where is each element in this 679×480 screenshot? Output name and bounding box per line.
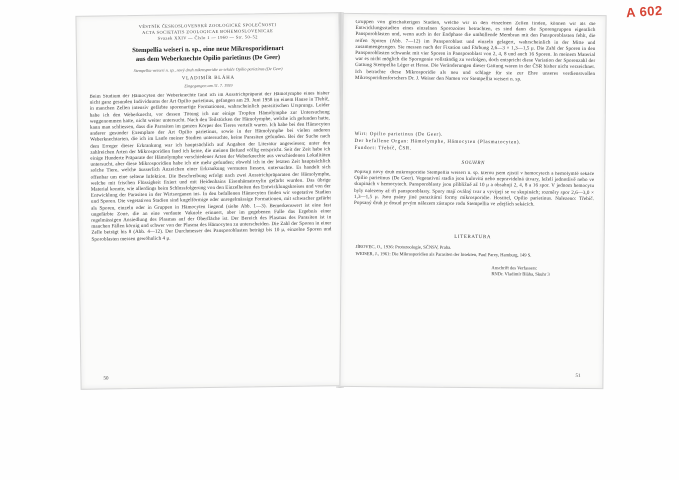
article-body-continued: Gruppen von gleichalterigen Stadien, welche wir in den einzelnen Zellen finden, können wir als die Entwicklungsstadien eines einzelnen Sporozoites betrachten, es sind dann die Sporengruppen eigentlich Pansporoblasten und, wenn auch in der Endphase die umhüllende Membran mit den Pansporoblasten fehlt, die reifen Sporen (Abb. 7—12) im Pansporoblast und einzeln gelagert, wahrscheinlich in der Mitte und zusammengezogen. Sie messen nach der Fixation und Färbung 2,6—3 × 1,3—1,5 μ. Die Zahl der Sporen in den Pansporoblasten schwankt mit vier Sporen in Pansporoblast von 2, 4, 8 und auch 16 Sporen. In meinem Material war es nicht möglich die Sporogonie vollständig zu verfolgen, doch entspricht diese Variation der Sporenzahl der Gattung Stempellia Léger et Hesse. Die Veränderungen dieser Gattung waren in der ČSR bisher nicht verzeichnet. Ich betrachte diese Mikrosporidie als neu und schlage für sie zur Ehre unseres verdienstvollen Mikrosporidienforschers Dr. J. Weiser den Namen vor Stempellia weiseri n. sp. — [355, 19, 596, 83]
article-title-line-1: Stempellia weiseri n. sp., eine neue Mikrosporidienart — [132, 44, 284, 55]
page-number-left: 50 — [103, 376, 109, 382]
journal-header-line-3: Svazek XXIV — Číslo 1 — 1960 — Str. 50–52 — [157, 34, 258, 41]
received-date: Eingegangen am 31. 7. 1959 — [184, 82, 233, 89]
archive-stamp: A 602 — [625, 2, 664, 21]
journal-header-line-1: VĚSTNÍK ČESKOSLOVENSKÉ ZOOLOGICKÉ SPOLEČNOSTI — [138, 22, 277, 29]
address-text: RNDr. Vladimír Bláha, Skuhr 3 — [491, 271, 550, 277]
host-line: Wirt: Opilio parietinus (De Geer). — [354, 131, 443, 138]
author-name: VLADIMÍR BLÁHA — [181, 75, 235, 82]
organ-line: Der befallene Organ: Hämolymphe, Hämocyten (Plasmatocyten). — [354, 138, 522, 146]
reference-2: WEISER, J., 1961: Die Mikrosporidien als Parasiten der Insekten, Paul Parey, Hamburg, 149 S. — [355, 250, 532, 258]
article-title-line-2: aus dem Weberknechte Opilio parietinus (De Geer) — [135, 54, 281, 64]
summary-heading: SOUHRN — [461, 160, 486, 167]
page-number-right: 51 — [575, 373, 581, 379]
reference-1: JÍROVEC, O., 1936: Protozoologie, SČNSV, Praha. — [355, 243, 452, 250]
locality-line: Fundort: Třebíč, ČSR. — [354, 145, 412, 152]
article-body: Beim Studium der Hämocyten der Weberknechte fand ich im Ausstrichpräparat der Hämolymphe eines bisher nicht ganz gesunden Individuums der Art Opilio parietinus, gefangen am 29. Juni 1958 im einem Hause in Třebíč, in manchen Zellen intensiv gefärbte sporenartige Formationen, wahrscheinlich parasitischen Ursprungs. Leider habe ich den Weberknecht, vor dessen Tötung ich nur einige Tropfen Hämolymphe zur Untersuchung weggenommen hatte, nicht weiter untersucht. Nach den Teilstücken der Hämolymphe, welche ich gefunden hatte, kann man schliessen, dass die Parasiten im ganzen Körper des Tieres verteilt waren. Ich habe bei den Hämocyten anderer gesunder Exemplare der Art Opilio parietinus, sowie in der Hämolymphe bei vielen anderen Weberknechtarten, die ich im Laufe meiner Studien untersuchte, keine Parasiten gefunden. Bei der Suche nach dem Erreger dieser Erkrankung war ich hauptsächlich auf Angaben der Literatur angewiesen; unter den zahlreichen Arten der Mikrosporidien fand ich keine, die meinen Befund völlig entspricht. Seit der Zeit habe ich einige Hunderte Präparate der Hämolymphe verschiedener Arten der Weberknechte aus verschiedenen Lokalitäten untersucht, aber diese Mikrosporidien habe ich nie mehr gefunden; obwohl ich in der letzten Zeit hauptsächlich solche Tiere, welche äusserlich Anzeichen einer Erkrankung vermuten liessen, untersuchte. Es handelt sich offenbar um eine seltene Infektion. Die Beschreibung erfolgt nach zwei Ausstrichpräparaten der Hämolymphe, welche mit frischen Flüssigkeit fixiert und mit Heidenhains Eisenhämatoxylin gefärbt wurden. Das übrige Material konnte, wie allerdings beim Schlussfolgerung von den Einzelheiten des Entwicklungskreises und von der Entwicklung der Parasiten in der Wirtsorganen ins. In den befallenen Hämocyten finden wir vegetative Stadien und Sporen. Die vegetativen Stadien sind kugelförmige oder unregelmässige Formationen, mit schwacher gefärbt als Sporen, einzeln oder in Gruppen in Hämocyten liegend (siehe Abb. 1—3). Bemerkenswert ist eine fast ungefärbte Zone, die an eine verdaute Vakuole erinnert, aber im gegebenen Falle das Ergebnis einer regelmässigen Ansiedlung des Plasmas auf der Oberfläche ist. Der Bereich des Plasmas des Parasiten ist in manchen Fällen körnig und schwer von der Plasma des Hämocyten zu unterscheiden. Die Zahl der Sporen in einer Zelle beträgt bis 8 (Abb. 4—12). Der Durchmesser des Pansporoblasten beträgt bis 10 μ, einzelne Sporen und Sporoblasten messen gewöhnlich 4 μ. — [89, 91, 332, 243]
czech-summary: Popisuji nový druh mikrosporidie Stempellia weiseri n. sp. kterou jsem zjistil v hemocytech a hemolymfě sekáče Opilio parietinus (De Geer). Vegetativní stadia jsou kulovitá nebo nepravidelná útvary, leželí jednotlivě nebo ve skupinách v hemocytech. Pansporoblasty jsou přibližně až 10 μ a obsahují 2, 4, 8 a 16 spor. V jednom hemocytu byly nalezeny až tři pansporoblasty. Spory mají oválný tvar a vyvíjejí se ve skupinách; rozměry spor 2,6—3,0 × 1,3—1,5 μ. Jsou psány jiné parazitární formy mikrosporidie. Hostitel, Opilio parietinus. Nalezeno: Třebíč. Popsaný druh je dosud prvým nálezem zástupce rodu Stempellia ve zdejších sekácích. — [353, 169, 595, 208]
right-page — [339, 13, 606, 389]
literature-heading: LITERATURA — [454, 234, 492, 241]
czech-subtitle: Stempellia weiseri n. sp., nový druh mikrosporidie ze sekáče Opilio parietinus (De Geer) — [133, 65, 283, 74]
address-label: Anschrift des Verfassers: — [491, 265, 538, 271]
left-page — [75, 12, 344, 390]
journal-header-line-2: ACTA SOCIETATIS ZOOLOGICAE BOHEMOSLOVENICAE — [142, 28, 274, 35]
